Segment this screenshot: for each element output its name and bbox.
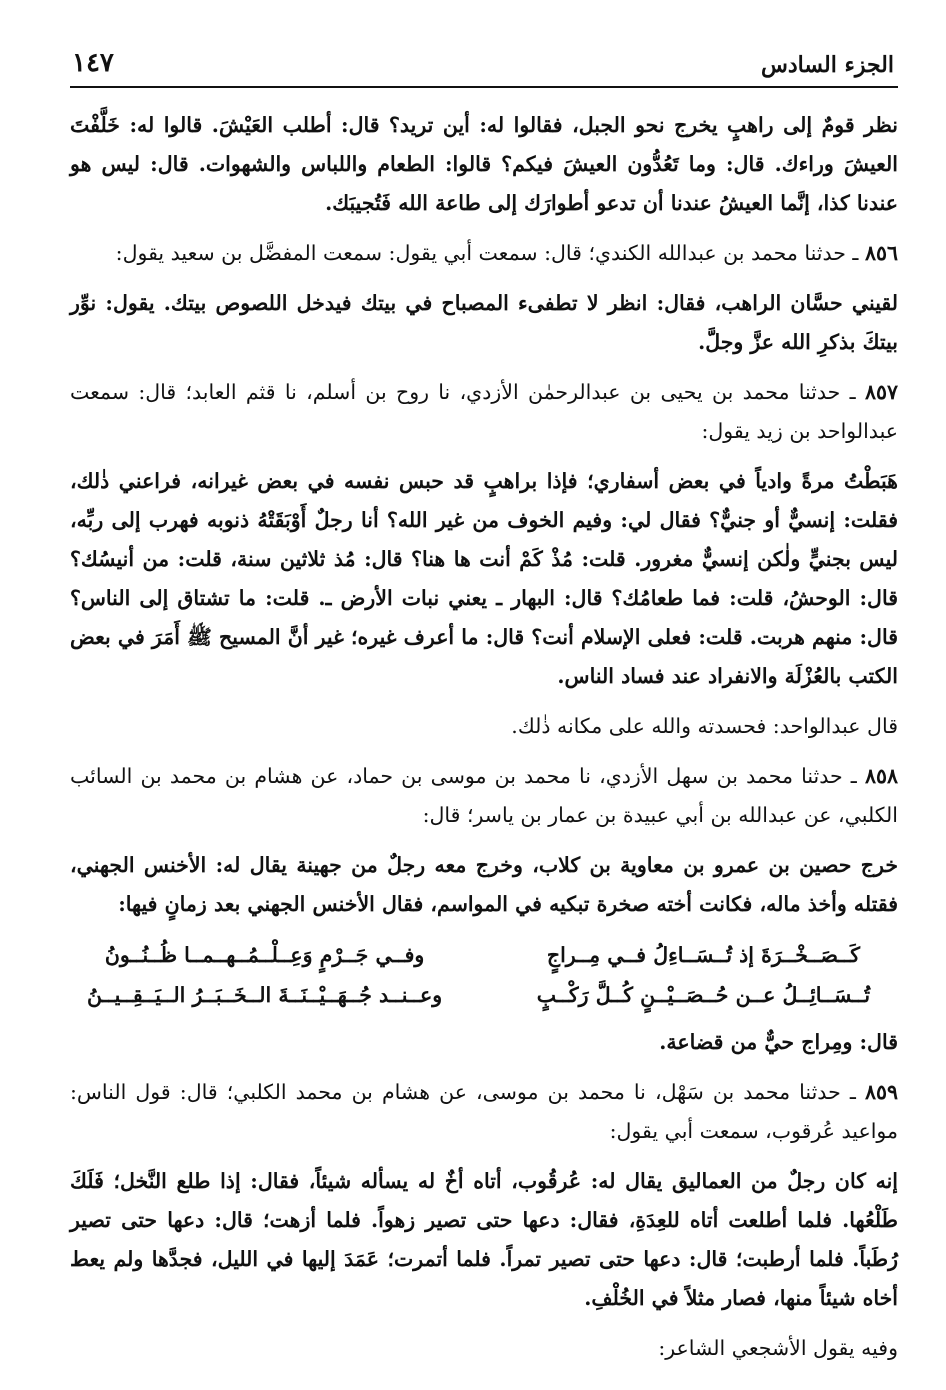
poem-verse [70,975,898,1015]
narration-paragraph [70,846,898,924]
paragraph-text: إنه كان رجلٌ من العماليق يقال له: عُرقُوب، أتاه أخٌ له يسأله شيئاً، فقال: إذا طلع النَّخل؛ فَلَكَ طَلْعُها. فلما أطلعت أتاه للعِدَةِ، فقال: دعها حتى تصير زهواً. فلما أزهت؛ قال: دعها حتى تصير رُطَباً. فلما أرطبت؛ قال: دعها حتى تصير تمراً. فلما أتمرت؛ عَمَدَ إليها في الليل، فجدَّها ولم يعط أخاه شيئاً منها، فصار مثلاً في الخُلْفِ. [70,1169,898,1310]
paragraph-text: لقيني حسَّان الراهب، فقال: انظر لا تطفىء المصباح في بيتك فيدخل اللصوص بيتك. يقول: نوِّر بيتكَ بذكرِ الله عزَّ وجلَّ. [70,291,898,354]
narration-paragraph [70,106,898,223]
paragraph-text: نظر قومٌ إلى راهبٍ يخرج نحو الجبل، فقالوا له: أين تريد؟ قال: أطلب العَيْشَ. قالوا له: خَلَّفْتَ العيشَ وراءك. قال: وما تَعُدُّون العيشَ فيكم؟ قالوا: الطعام واللباس والشهوات. قال: ليس هو عندنا كذا، إنَّما العيشُ عندنا أن تدعو أطوارَك إلى طاعة الله فَتُجيبَك. [70,113,898,215]
narration-paragraph [70,1162,898,1318]
isnad-paragraph [70,757,898,835]
isnad-paragraph [70,707,898,746]
poem [70,935,898,1015]
paragraph-text: ـ حدثنا محمد بن سَهْل، نا محمد بن موسى، عن هشام بن محمد الكلبي؛ قال: قول الناس: مواعيد عُرقوب، سمعت أبي يقول: [70,1080,898,1143]
hemistich-second: وعــنــد جُــهَــيْــنَــةَ الــخَــبَــرُ الــيَــقِــيــنُ [87,983,443,1007]
paragraph-text: ـ حدثنا محمد بن سهل الأزدي، نا محمد بن موسى بن حماد، عن هشام بن محمد بن السائب الكلبي، عن عبدالله بن أبي عبيدة بن عمار بن ياسر؛ قال: [70,764,898,827]
paragraph-text: ـ حدثنا محمد بن عبدالله الكندي؛ قال: سمعت أبي يقول: سمعت المفضَّل بن سعيد يقول: [115,241,865,265]
paragraph-text: قال: ومِراج حيٌّ من قضاعة. [659,1030,898,1054]
isnad-paragraph [70,1329,898,1368]
poem-verse [70,935,898,975]
narration-paragraph [70,284,898,362]
isnad-paragraph [70,373,898,451]
hemistich-second: وفــي جَــرْمٍ وَعِــلْــمُــهــمــا ظُــنُــونُ [104,943,425,967]
paragraph-text: ـ حدثنا محمد بن يحيى بن عبدالرحمٰن الأزدي، نا روح بن أسلم، نا قثم العابد؛ قال: سمعت عبدالواحد بن زيد يقول: [70,380,898,443]
narration-paragraph [70,1023,898,1062]
paragraph-text: هَبَطْتُ مرةً وادياً في بعض أسفاري؛ فإذا براهبٍ قد حبس نفسه في بعض غيرانه، فراعني ذٰلك، فقلت: إنسيٌّ أو جنيٌّ؟ فقال لي: وفيم الخوف من غير الله؟ أنا رجلٌ أَوْبَقَتْهُ ذنوبه فهرب إلى ربِّه، ليس بجنيٍّ ولٰكن إنسيٌّ مغرور. قلت: مُذْ كَمْ أنت ها هنا؟ قال: مُذ ثلاثين سنة، قلت: من أنيسُك؟ قال: الوحشُ، قلت: فما طعامُك؟ قال: البهار ـ يعني نبات الأرض ـ. قلت: ما تشتاق إلى الناس؟ قال: منهم هربت. قلت: فعلى الإسلام أنت؟ قال: ما أعرف غيره؛ غير أنَّ المسيح ﷺ أَمَرَ في بعض الكتب بالعُزْلَة والانفراد عند فساد الناس. [70,469,898,688]
hadith-number: ٨٥٨ [864,764,898,788]
paragraph-text: وفيه يقول الأشجعي الشاعر: [658,1336,898,1360]
isnad-paragraph [70,234,898,273]
narration-paragraph [70,462,898,696]
page-body [70,88,898,1368]
running-title: الجزء السادس [761,52,894,78]
hadith-number: ٨٥٩ [864,1080,898,1104]
hadith-number: ٨٥٦ [864,241,898,265]
hemistich-first: كَــصَــخْــرَةَ إذ تُــسَــاءِلُ فــي مِــراجٍ [546,943,860,967]
hemistich-first: تُــسَــائِــلُ عــن حُــصَــيْــنٍ كُــلَّ رَكْــبٍ [536,983,871,1007]
hadith-number: ٨٥٧ [864,380,898,404]
page-number: ١٤٧ [72,48,114,78]
page-header [70,0,898,88]
paragraph-text: قال عبدالواحد: فحسدته والله على مكانه ذٰلك. [511,714,898,738]
isnad-paragraph [70,1073,898,1151]
paragraph-text: خرج حصين بن عمرو بن معاوية بن كلاب، وخرج معه رجلٌ من جهينة يقال له: الأخنس الجهني، فقتله وأخذ ماله، فكانت أخته صخرة تبكيه في المواسم، فقال الأخنس الجهني بعد زمانٍ فيها: [70,853,898,916]
